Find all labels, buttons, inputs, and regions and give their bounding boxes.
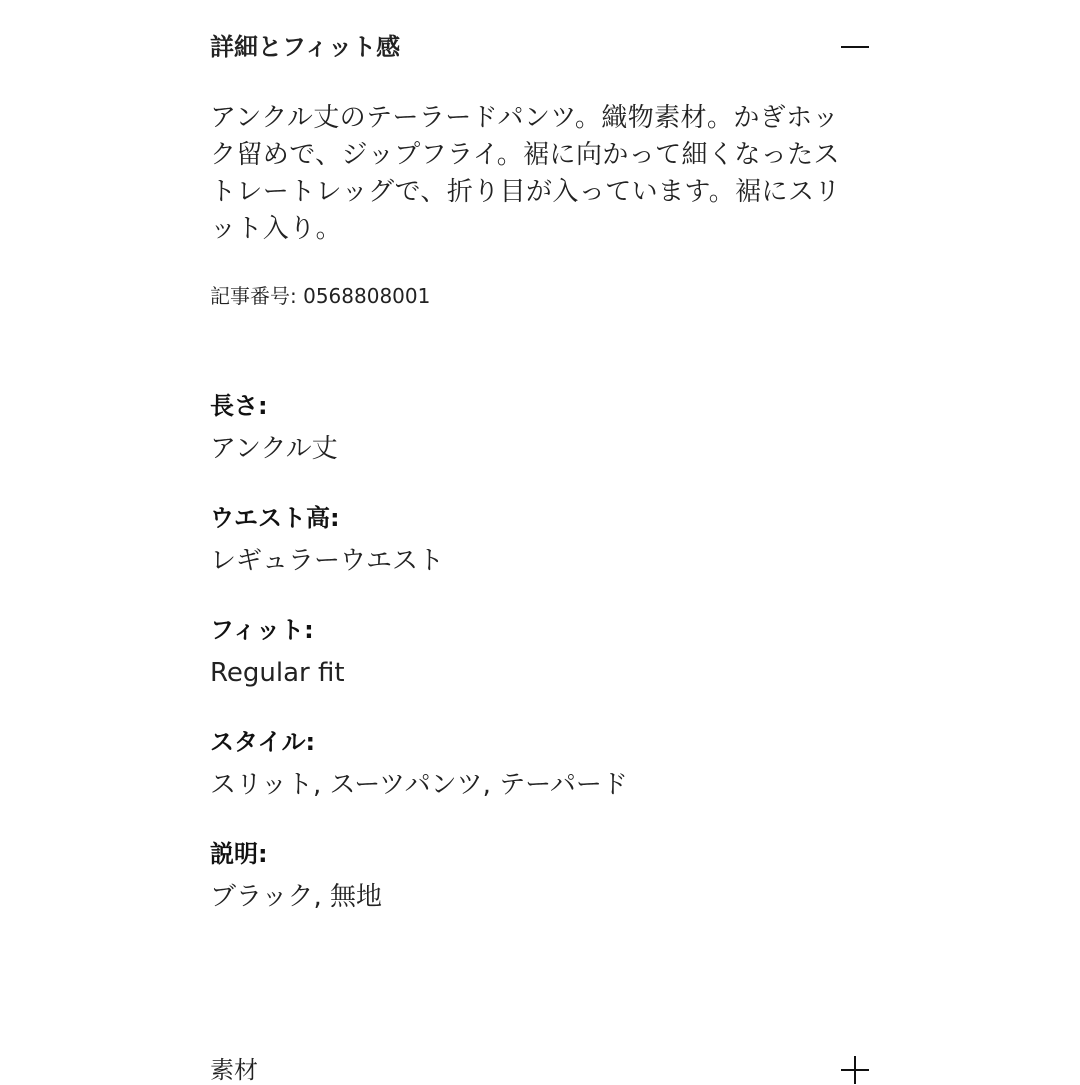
attribute-value-fit: Regular fit	[210, 658, 345, 688]
attribute-label-style: スタイル:	[210, 728, 316, 756]
attribute-label-fit: フィット:	[210, 616, 314, 644]
attribute-label-waist-height: ウエスト高:	[210, 504, 340, 532]
article-number: 記事番号: 0568808001	[210, 284, 431, 308]
product-description: アンクル丈のテーラードパンツ。織物素材。かぎホック留めで、ジップフライ。裾に向かって細くなったストレートレッグで、折り目が入っています。裾にスリット入り。	[210, 103, 841, 244]
attribute-label-length: 長さ:	[210, 392, 268, 420]
attribute-value-waist-height: レギュラーウエスト	[210, 546, 445, 576]
plus-icon[interactable]	[840, 1055, 870, 1085]
attribute-label-description: 説明:	[210, 840, 268, 868]
details-accordion-title[interactable]: 詳細とフィット感	[210, 33, 401, 61]
minus-icon[interactable]	[840, 32, 870, 62]
attribute-value-length: アンクル丈	[210, 434, 338, 464]
material-accordion-title[interactable]: 素材	[210, 1056, 258, 1084]
product-details-panel	[210, 0, 872, 1084]
attribute-value-description: ブラック, 無地	[210, 882, 383, 912]
attribute-value-style: スリット, スーツパンツ, テーパード	[210, 770, 628, 800]
